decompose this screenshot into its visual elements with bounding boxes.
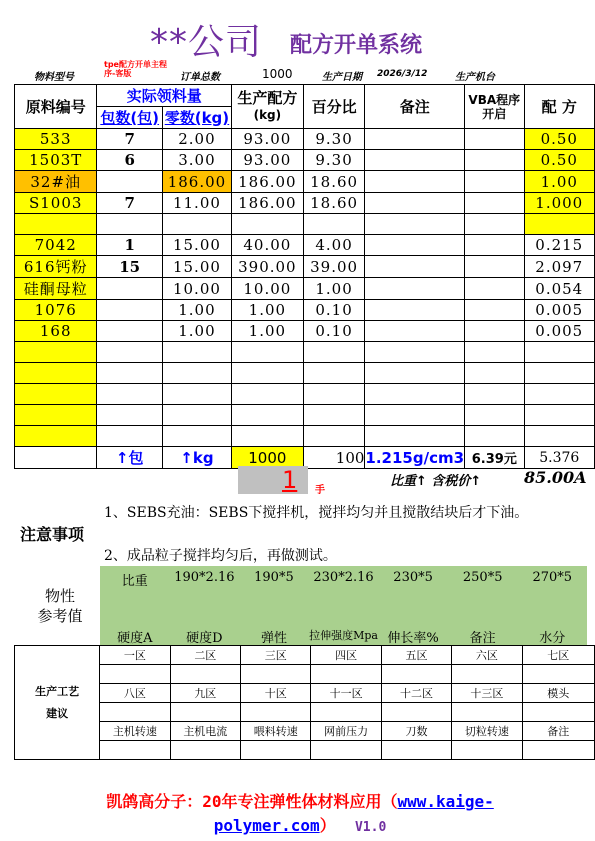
table-row xyxy=(15,426,595,447)
row-zero[interactable]: 3.00 xyxy=(162,150,231,171)
process-header-cell: 十一区 xyxy=(311,684,381,703)
program-note: tpe配方开单主程序-客版 xyxy=(104,60,167,78)
row-vba xyxy=(465,384,524,405)
process-value-cell[interactable] xyxy=(381,665,451,684)
row-note xyxy=(365,129,465,150)
table-row xyxy=(15,321,595,342)
row-zero[interactable]: 15.00 xyxy=(162,256,231,278)
process-header-cell: 三区 xyxy=(241,646,311,665)
row-code[interactable]: 硅酮母粒 xyxy=(15,278,97,300)
row-code[interactable] xyxy=(15,342,97,363)
row-formula xyxy=(231,214,303,235)
row-note xyxy=(365,300,465,321)
row-note xyxy=(365,171,465,193)
table-row xyxy=(15,129,595,150)
row-percent xyxy=(303,363,365,384)
table-row xyxy=(15,235,595,256)
row-code[interactable]: 533 xyxy=(15,129,97,150)
row-note xyxy=(365,214,465,235)
row-code[interactable]: 616钙粉 xyxy=(15,256,97,278)
table-row xyxy=(15,214,595,235)
row-recipe[interactable]: 2.097 xyxy=(524,256,594,278)
order-total-value[interactable]: 1000 xyxy=(262,67,293,81)
table-row xyxy=(15,363,595,384)
row-vba xyxy=(465,426,524,447)
property-bottom-cell: 硬度A xyxy=(117,631,153,646)
row-bags[interactable] xyxy=(97,384,162,405)
row-recipe[interactable] xyxy=(524,214,594,235)
hand-count-box[interactable] xyxy=(238,466,308,494)
process-header-cell: 六区 xyxy=(452,646,522,665)
row-percent: 4.00 xyxy=(303,235,365,256)
row-percent: 9.30 xyxy=(303,129,365,150)
property-top-cell: 190*2.16 xyxy=(174,570,235,585)
process-value-cell[interactable] xyxy=(241,741,311,760)
property-bottom-cell: 弹性 xyxy=(260,631,287,646)
vba-price: 6.39元 xyxy=(465,447,524,469)
row-percent: 0.10 xyxy=(303,300,365,321)
row-formula: 1.00 xyxy=(231,321,303,342)
row-recipe[interactable]: 0.50 xyxy=(524,150,594,171)
process-header-cell: 十三区 xyxy=(452,684,522,703)
row-vba xyxy=(465,235,524,256)
row-code[interactable]: S1003 xyxy=(15,193,97,214)
process-value-cell[interactable] xyxy=(522,741,594,760)
date-label: 生产日期 xyxy=(322,72,362,83)
col-note-header: 备注 xyxy=(365,85,465,129)
row-code[interactable]: 1503T xyxy=(15,150,97,171)
total-percent: 100 xyxy=(303,447,365,469)
row-vba xyxy=(465,321,524,342)
order-total-label: 订单总数 xyxy=(180,72,220,83)
row-code[interactable] xyxy=(15,405,97,426)
row-zero[interactable]: 10.00 xyxy=(162,278,231,300)
row-vba xyxy=(465,150,524,171)
property-top-cell: 230*2.16 xyxy=(313,570,374,585)
table-row xyxy=(15,278,595,300)
row-note xyxy=(365,278,465,300)
row-percent xyxy=(303,342,365,363)
process-value-cell[interactable] xyxy=(381,703,451,722)
process-value-cell[interactable] xyxy=(100,703,170,722)
row-zero[interactable] xyxy=(162,363,231,384)
row-formula xyxy=(231,342,303,363)
row-formula: 390.00 xyxy=(231,256,303,278)
row-vba xyxy=(465,256,524,278)
row-formula xyxy=(231,405,303,426)
col-zero-header: 零数(kg) xyxy=(162,107,231,129)
table-row xyxy=(15,150,595,171)
table-row xyxy=(15,171,595,193)
row-bags[interactable]: 15 xyxy=(97,256,162,278)
row-formula xyxy=(231,384,303,405)
total-formula: 1000 xyxy=(231,447,303,469)
row-bags[interactable] xyxy=(97,363,162,384)
row-code[interactable]: 1076 xyxy=(15,300,97,321)
process-header-cell: 二区 xyxy=(170,646,240,665)
row-percent xyxy=(303,214,365,235)
process-header-cell: 四区 xyxy=(311,646,381,665)
row-zero[interactable]: 1.00 xyxy=(162,300,231,321)
process-value-cell[interactable] xyxy=(100,665,170,684)
col-bags-header: 包数(包) xyxy=(97,107,162,129)
row-zero[interactable]: 11.00 xyxy=(162,193,231,214)
row-note xyxy=(365,256,465,278)
row-vba xyxy=(465,342,524,363)
row-formula: 186.00 xyxy=(231,171,303,193)
process-header-cell: 九区 xyxy=(170,684,240,703)
property-top-cell: 250*5 xyxy=(462,570,503,585)
density: 1.215g/cm3 xyxy=(365,448,465,467)
row-bags[interactable] xyxy=(97,405,162,426)
col-code-header: 原料编号 xyxy=(15,85,97,129)
row-vba xyxy=(465,129,524,150)
process-value-cell[interactable] xyxy=(170,703,240,722)
process-header-cell: 主机电流 xyxy=(170,722,240,741)
row-note xyxy=(365,384,465,405)
col-actual-header: 实际领料量 xyxy=(97,85,232,107)
properties-label: 物性 参考值 xyxy=(37,587,83,625)
process-header-cell: 喂料转速 xyxy=(241,722,311,741)
row-zero[interactable] xyxy=(162,405,231,426)
row-bags[interactable]: 7 xyxy=(97,193,162,214)
note-2: 2、成品粒子搅拌均匀后，再做测试。 xyxy=(104,548,337,564)
total-recipe: 5.376 xyxy=(524,447,594,469)
hand-unit: 手 xyxy=(315,485,325,496)
row-recipe[interactable]: 1.00 xyxy=(524,171,594,193)
property-bottom-cell: 硬度D xyxy=(186,631,223,646)
process-header-cell: 刀数 xyxy=(381,722,451,741)
row-formula: 40.00 xyxy=(231,235,303,256)
total-kg: ↑kg xyxy=(162,447,231,469)
model-label: 物料型号 xyxy=(34,72,74,83)
process-value-cell[interactable] xyxy=(241,703,311,722)
row-code[interactable] xyxy=(15,426,97,447)
row-formula xyxy=(231,363,303,384)
col-formula-header: 生产配方 (kg) xyxy=(231,85,303,129)
row-bags[interactable] xyxy=(97,426,162,447)
process-value-cell[interactable] xyxy=(170,741,240,760)
row-zero[interactable]: 186.00 xyxy=(162,171,231,193)
row-vba xyxy=(465,363,524,384)
note-1: 1、SEBS充油：SEBS下搅拌机，搅拌均匀并且搅散结块后才下油。 xyxy=(104,505,529,521)
row-bags[interactable] xyxy=(97,342,162,363)
date-value[interactable]: 2026/3/12 xyxy=(377,69,428,79)
row-recipe[interactable] xyxy=(524,342,594,363)
row-bags[interactable]: 7 xyxy=(97,129,162,150)
row-recipe[interactable] xyxy=(524,363,594,384)
process-header-cell: 七区 xyxy=(522,646,594,665)
process-header-cell: 模头 xyxy=(522,684,594,703)
row-code[interactable] xyxy=(15,363,97,384)
row-formula: 10.00 xyxy=(231,278,303,300)
row-note xyxy=(365,150,465,171)
version: V1.0 xyxy=(354,820,387,835)
row-vba xyxy=(465,405,524,426)
system-title: 配方开单系统 xyxy=(290,33,423,58)
row-vba xyxy=(465,278,524,300)
row-vba xyxy=(465,171,524,193)
process-table xyxy=(14,645,595,760)
row-recipe[interactable] xyxy=(524,405,594,426)
row-recipe[interactable]: 0.005 xyxy=(524,321,594,342)
process-row xyxy=(15,684,595,703)
row-recipe[interactable]: 1.000 xyxy=(524,193,594,214)
process-row xyxy=(15,646,595,665)
process-header-cell: 网前压力 xyxy=(311,722,381,741)
properties-panel xyxy=(100,566,587,646)
footer xyxy=(30,790,570,840)
table-row xyxy=(15,300,595,321)
row-percent: 9.30 xyxy=(303,150,365,171)
row-note xyxy=(365,405,465,426)
row-recipe[interactable] xyxy=(524,384,594,405)
row-code[interactable] xyxy=(15,384,97,405)
row-percent: 18.60 xyxy=(303,193,365,214)
process-value-cell[interactable] xyxy=(311,665,381,684)
property-top-cell: 190*5 xyxy=(254,570,294,585)
row-percent: 18.60 xyxy=(303,171,365,193)
process-value-cell[interactable] xyxy=(100,741,170,760)
footer-text: 凯鸽高分子：20年专注弹性体材料应用（ xyxy=(106,792,398,811)
row-percent xyxy=(303,426,365,447)
process-value-cell[interactable] xyxy=(452,703,522,722)
col-percent-header: 百分比 xyxy=(303,85,365,129)
process-header-cell: 十区 xyxy=(241,684,311,703)
row-code[interactable] xyxy=(15,214,97,235)
process-row xyxy=(15,665,595,684)
row-percent xyxy=(303,384,365,405)
row-note xyxy=(365,235,465,256)
total-bags: ↑包 xyxy=(97,447,162,469)
process-header-cell: 备注 xyxy=(522,722,594,741)
process-value-cell[interactable] xyxy=(241,665,311,684)
footer-link[interactable]: www.kaige-polymer.com xyxy=(213,792,494,835)
table-row xyxy=(15,384,595,405)
row-zero[interactable] xyxy=(162,342,231,363)
property-bottom-cell: 水分 xyxy=(539,631,566,646)
tax-price: 85.00A xyxy=(524,468,587,487)
table-row xyxy=(15,342,595,363)
process-value-cell[interactable] xyxy=(452,665,522,684)
property-top-cell: 比重 xyxy=(121,574,148,589)
row-bags[interactable] xyxy=(97,278,162,300)
property-top-cell: 270*5 xyxy=(532,570,573,585)
row-formula: 93.00 xyxy=(231,129,303,150)
property-top-cell: 230*5 xyxy=(393,570,433,585)
row-note xyxy=(365,426,465,447)
row-bags[interactable]: 6 xyxy=(97,150,162,171)
row-note xyxy=(365,321,465,342)
process-header-cell: 切粒转速 xyxy=(452,722,522,741)
row-code[interactable]: 168 xyxy=(15,321,97,342)
row-recipe[interactable]: 0.054 xyxy=(524,278,594,300)
row-zero[interactable]: 1.00 xyxy=(162,321,231,342)
col-vba-header[interactable]: VBA程序 开启 xyxy=(465,85,524,129)
process-header-cell: 五区 xyxy=(381,646,451,665)
process-header-cell: 主机转速 xyxy=(100,722,170,741)
process-value-cell[interactable] xyxy=(522,665,594,684)
process-value-cell[interactable] xyxy=(381,741,451,760)
row-zero[interactable] xyxy=(162,214,231,235)
row-recipe[interactable]: 0.50 xyxy=(524,129,594,150)
property-bottom-cell: 备注 xyxy=(469,631,496,646)
row-zero[interactable] xyxy=(162,426,231,447)
row-note xyxy=(365,363,465,384)
col-recipe-header: 配 方 xyxy=(524,85,594,129)
ratio-price-label: 比重↑ 含税价↑ xyxy=(390,474,482,489)
row-note xyxy=(365,342,465,363)
process-header-cell: 八区 xyxy=(100,684,170,703)
row-formula: 1.00 xyxy=(231,300,303,321)
row-vba xyxy=(465,300,524,321)
row-formula xyxy=(231,426,303,447)
row-zero[interactable] xyxy=(162,384,231,405)
process-row xyxy=(15,741,595,760)
row-bags[interactable] xyxy=(97,300,162,321)
total-spacer xyxy=(15,447,97,469)
process-label: 生产工艺 建议 xyxy=(15,646,100,760)
hand-count[interactable]: 1 xyxy=(282,466,298,494)
row-vba xyxy=(465,214,524,235)
row-vba xyxy=(465,193,524,214)
row-bags[interactable] xyxy=(97,321,162,342)
process-value-cell[interactable] xyxy=(170,665,240,684)
process-header-cell: 一区 xyxy=(100,646,170,665)
process-row xyxy=(15,703,595,722)
process-row xyxy=(15,722,595,741)
row-percent: 1.00 xyxy=(303,278,365,300)
notes-heading: 注意事项 xyxy=(20,525,85,544)
row-code[interactable]: 32#油 xyxy=(15,171,97,193)
process-value-cell[interactable] xyxy=(452,741,522,760)
machine-label: 生产机台 xyxy=(455,72,495,83)
row-zero[interactable]: 15.00 xyxy=(162,235,231,256)
property-bottom-cell: 拉伸强度Mpa xyxy=(309,629,378,642)
row-bags[interactable] xyxy=(97,214,162,235)
table-row xyxy=(15,193,595,214)
row-percent xyxy=(303,405,365,426)
process-header-cell: 十二区 xyxy=(381,684,451,703)
property-bottom-cell: 伸长率% xyxy=(387,631,439,646)
row-code[interactable]: 7042 xyxy=(15,235,97,256)
row-recipe[interactable]: 0.215 xyxy=(524,235,594,256)
row-percent: 39.00 xyxy=(303,256,365,278)
process-value-cell[interactable] xyxy=(522,703,594,722)
row-recipe[interactable] xyxy=(524,426,594,447)
row-bags[interactable]: 1 xyxy=(97,235,162,256)
row-formula: 186.00 xyxy=(231,193,303,214)
formula-table xyxy=(14,84,595,469)
table-row xyxy=(15,256,595,278)
row-bags[interactable] xyxy=(97,171,162,193)
row-recipe[interactable]: 0.005 xyxy=(524,300,594,321)
row-formula: 93.00 xyxy=(231,150,303,171)
process-value-cell[interactable] xyxy=(311,703,381,722)
row-zero[interactable]: 2.00 xyxy=(162,129,231,150)
row-percent: 0.10 xyxy=(303,321,365,342)
table-row xyxy=(15,405,595,426)
process-value-cell[interactable] xyxy=(311,741,381,760)
company-title: **公司 xyxy=(150,22,263,63)
row-note xyxy=(365,193,465,214)
footer-close: ） xyxy=(319,816,336,835)
